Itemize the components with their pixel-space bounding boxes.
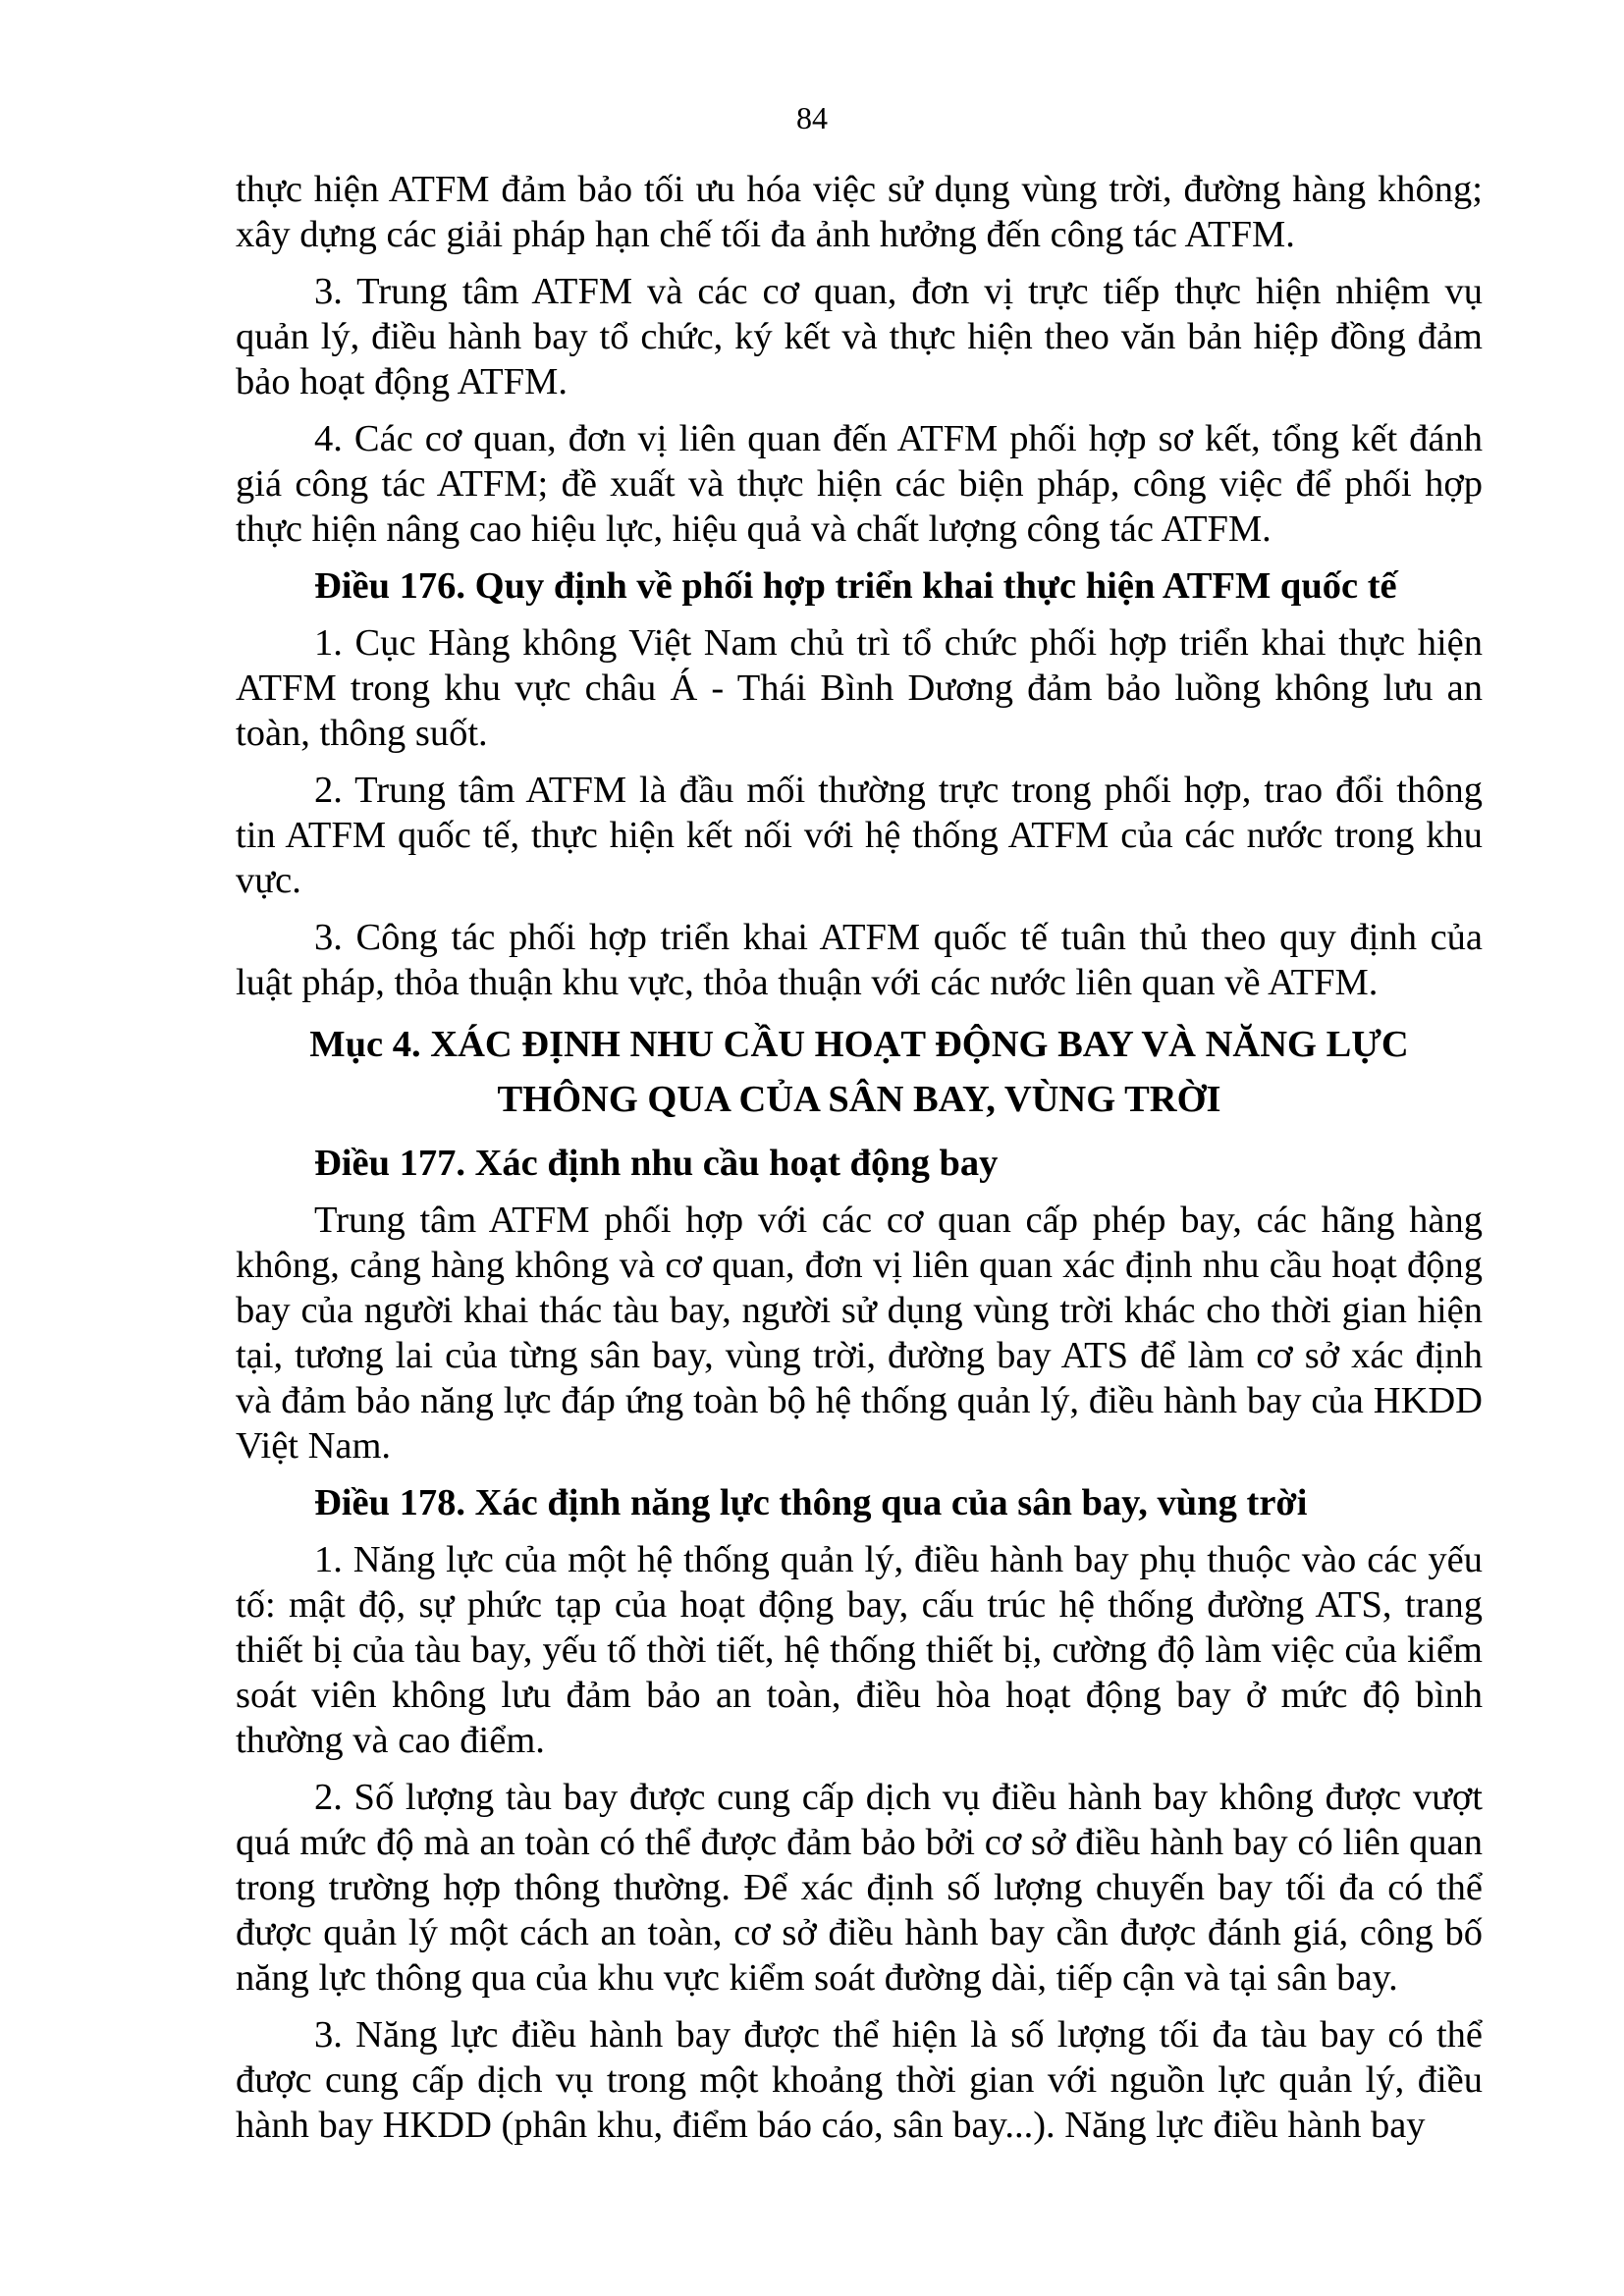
section-4-heading [236, 1017, 1483, 1127]
page-number: 84 [796, 100, 828, 135]
paragraph-178-2: 2. Số lượng tàu bay được cung cấp dịch vụ điều hành bay không được vượt quá mức độ mà an toàn có thể được đảm bảo bởi cơ sở điều hành bay có liên quan trong trường hợp thông thường. Để xác định số lượng chuyến bay tối đa có thể được quản lý một cách an toàn, cơ sở điều hành bay cần được đánh giá, công bố năng lực thông qua của khu vực kiểm soát đường dài, tiếp cận và tại sân bay. [236, 1777, 1483, 1999]
paragraph-176-2: 2. Trung tâm ATFM là đầu mối thường trực trong phối hợp, trao đổi thông tin ATFM quốc tế, thực hiện kết nối với hệ thống ATFM của các nước trong khu vực. [236, 770, 1483, 901]
document-body [236, 167, 1483, 2160]
paragraph-clause-3: 3. Trung tâm ATFM và các cơ quan, đơn vị trực tiếp thực hiện nhiệm vụ quản lý, điều hành bay tổ chức, ký kết và thực hiện theo văn bản hiệp đồng đảm bảo hoạt động ATFM. [236, 271, 1483, 402]
paragraph-177: Trung tâm ATFM phối hợp với các cơ quan cấp phép bay, các hãng hàng không, cảng hàng không và cơ quan, đơn vị liên quan xác định nhu cầu hoạt động bay của người khai thác tàu bay, người sử dụng vùng trời khác cho thời gian hiện tại, tương lai của từng sân bay, vùng trời, đường bay ATS để làm cơ sở xác định và đảm bảo năng lực đáp ứng toàn bộ hệ thống quản lý, điều hành bay của HKDD Việt Nam. [236, 1200, 1483, 1467]
paragraph-176-3: 3. Công tác phối hợp triển khai ATFM quốc tế tuân thủ theo quy định của luật pháp, thỏa thuận khu vực, thỏa thuận với các nước liên quan về ATFM. [236, 917, 1483, 1003]
paragraph-176-1: 1. Cục Hàng không Việt Nam chủ trì tổ chức phối hợp triển khai thực hiện ATFM trong khu vực châu Á - Thái Bình Dương đảm bảo luồng không lưu an toàn, thông suốt. [236, 622, 1483, 754]
article-176-heading: Điều 176. Quy định về phối hợp triển khai thực hiện ATFM quốc tế [314, 565, 1397, 607]
article-177-heading: Điều 177. Xác định nhu cầu hoạt động bay [314, 1143, 999, 1184]
paragraph-178-1: 1. Năng lực của một hệ thống quản lý, điều hành bay phụ thuộc vào các yếu tố: mật độ, sự phức tạp của hoạt động bay, cấu trúc hệ thống đường ATS, trang thiết bị của tàu bay, yếu tố thời tiết, hệ thống thiết bị, cường độ làm việc của kiểm soát viên không lưu đảm bảo an toàn, điều hòa hoạt động bay ở mức độ bình thường và cao điểm. [236, 1539, 1483, 1761]
article-178-heading: Điều 178. Xác định năng lực thông qua của sân bay, vùng trời [314, 1482, 1308, 1523]
paragraph-continued: thực hiện ATFM đảm bảo tối ưu hóa việc sử dụng vùng trời, đường hàng không; xây dựng các giải pháp hạn chế tối đa ảnh hưởng đến công tác ATFM. [236, 169, 1483, 255]
section-4-heading-line-2: THÔNG QUA CỦA SÂN BAY, VÙNG TRỜI [497, 1079, 1221, 1120]
paragraph-178-3: 3. Năng lực điều hành bay được thể hiện là số lượng tối đa tàu bay có thể được cung cấp dịch vụ trong một khoảng thời gian với nguồn lực quản lý, điều hành bay HKDD (phân khu, điểm báo cáo, sân bay...). Năng lực điều hành bay [236, 2014, 1483, 2146]
paragraph-clause-4: 4. Các cơ quan, đơn vị liên quan đến ATFM phối hợp sơ kết, tổng kết đánh giá công tác ATFM; đề xuất và thực hiện các biện pháp, công việc để phối hợp thực hiện nâng cao hiệu lực, hiệu quả và chất lượng công tác ATFM. [236, 418, 1483, 550]
section-4-heading-line-1: Mục 4. XÁC ĐỊNH NHU CẦU HOẠT ĐỘNG BAY VÀ NĂNG LỰC [309, 1024, 1409, 1065]
